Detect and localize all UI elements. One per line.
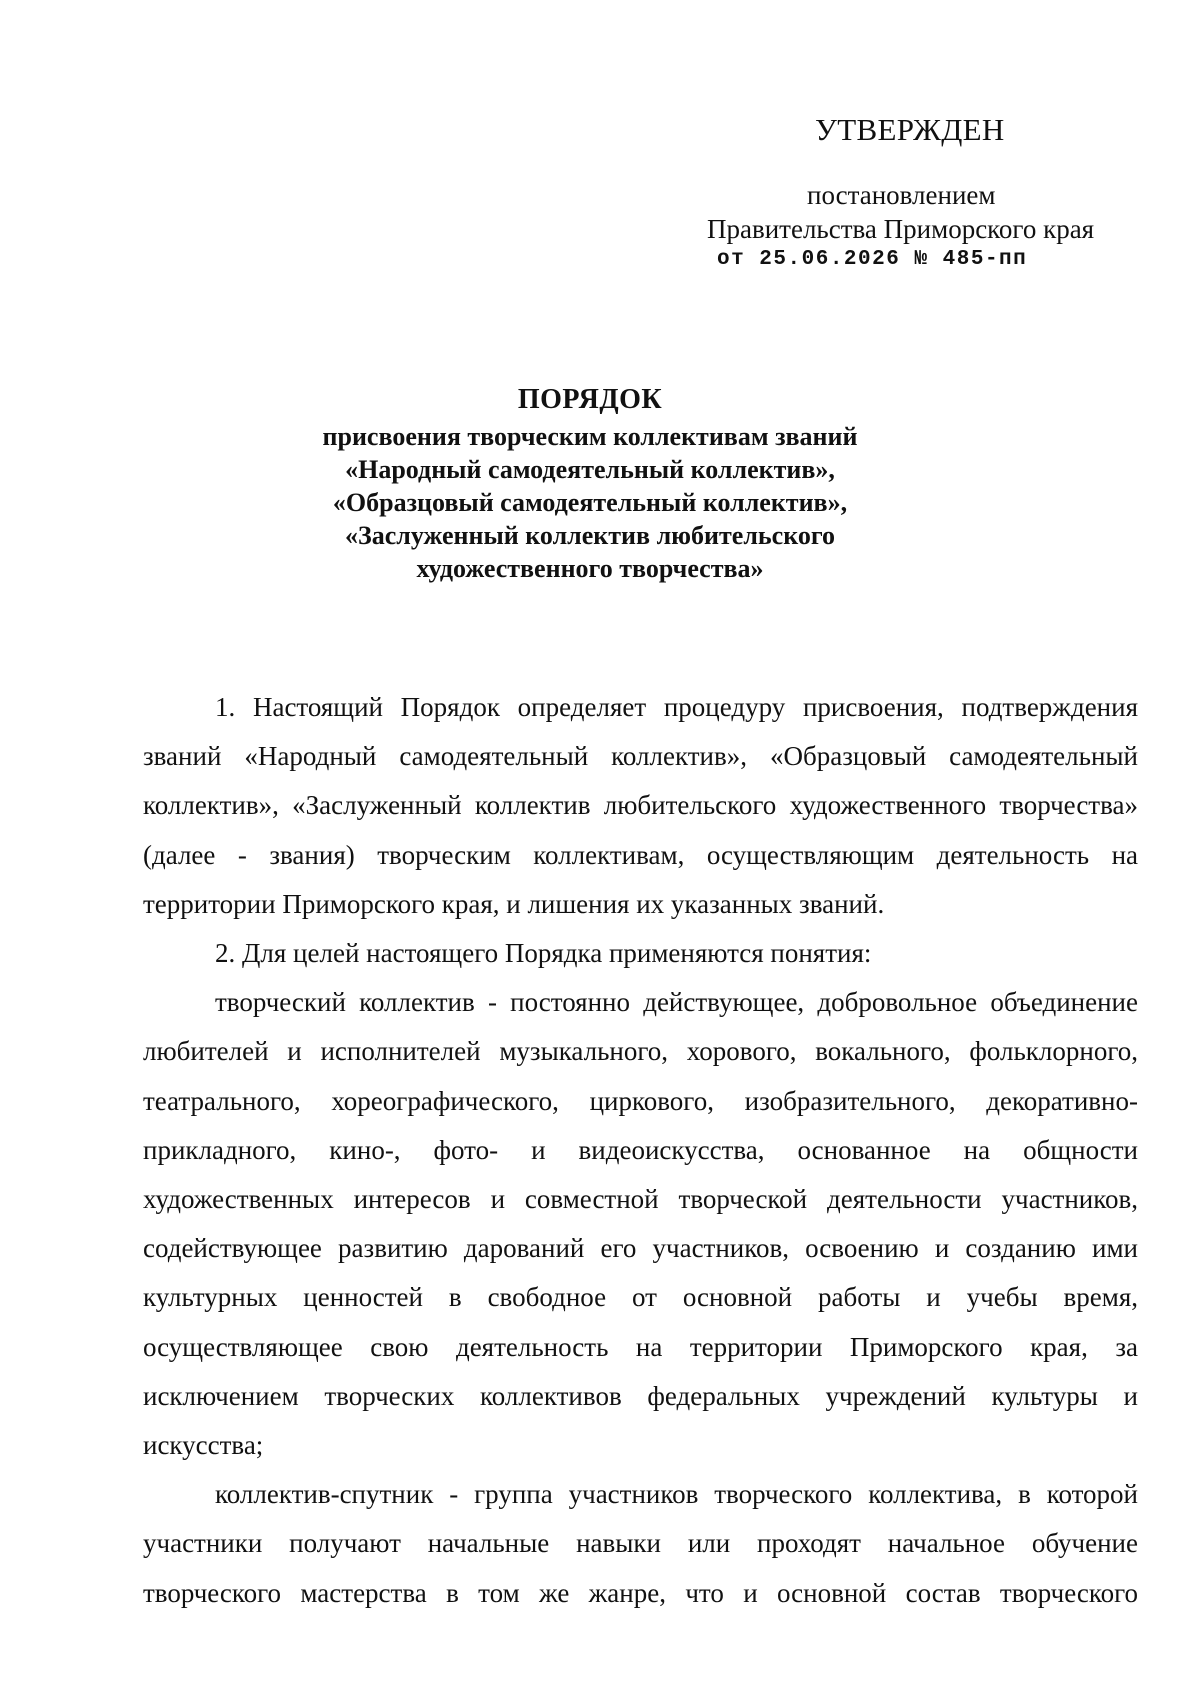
approved-heading: УТВЕРЖДЕН <box>815 112 1005 147</box>
paragraph-definition-satellite-collective: коллектив-спутник - группа участников творческого коллектива, в которой участники получают начальные навыки или проходят начальное обучение творческого мастерства в том же жанре, что и основной состав творческого <box>143 1479 1138 1608</box>
title-line: присвоения творческим коллективам званий <box>322 422 858 451</box>
title-line: «Народный самодеятельный коллектив», <box>345 455 835 484</box>
approved-authority: Правительства Приморского края <box>707 214 1095 244</box>
approved-date-number: от 25.06.2026 № 485-пп <box>717 248 1028 271</box>
approved-by-label: постановлением <box>807 180 996 210</box>
paragraph-definition-creative-collective: творческий коллектив - постоянно действующее, добровольное объединение любителей и исполнителей музыкального, хорового, вокального, фольклорного, театрального, хореографического, циркового, изобразительного, декоративно-прикладного, кино-, фото- и видеоискусства, основанное на общности художественных интересов и совместной творческой деятельности участников, содействующее развитию дарований его участников, освоению и созданию ими культурных ценностей в свободное от основной работы и учебы время, осуществляющее свою деятельность на территории Приморского края, за исключением творческих коллективов федеральных учреждений культуры и искусства; <box>143 987 1138 1461</box>
paragraph-2: 2. Для целей настоящего Порядка применяются понятия: <box>215 938 872 969</box>
title-line: «Образцовый самодеятельный коллектив», <box>332 488 848 517</box>
title-line: художественного творчества» <box>416 554 764 583</box>
title-line: «Заслуженный коллектив любительского <box>344 521 835 550</box>
document-title <box>140 380 1040 585</box>
document-body <box>143 683 1138 1618</box>
title-main: ПОРЯДОК <box>517 384 663 415</box>
paragraph-1: 1. Настоящий Порядок определяет процедуру присвоения, подтверждения званий «Народный самодеятельный коллектив», «Образцовый самодеятельный коллектив», «Заслуженный коллектив любительского художественного творчества» (далее - звания) творческим коллективам, осуществляющим деятельность на территории Приморского края, и лишения их указанных званий. <box>143 692 1138 919</box>
